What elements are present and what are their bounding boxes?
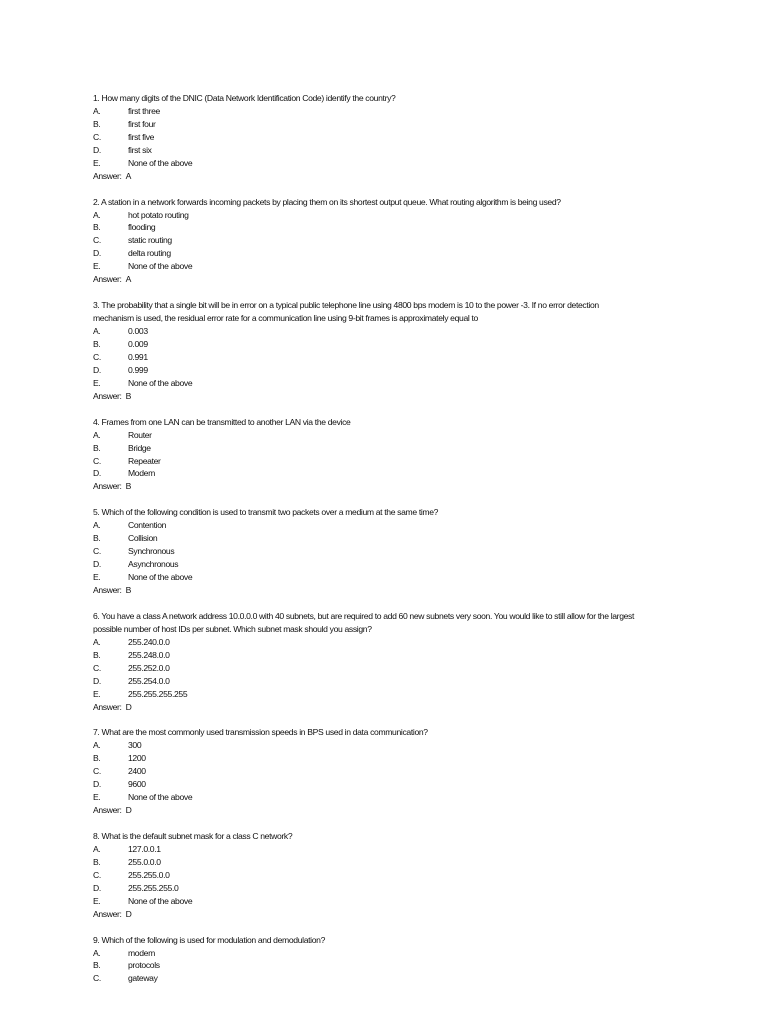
answer-option: [93, 791, 713, 804]
option-text: 255.255.255.0: [128, 882, 179, 893]
answer-value: A: [125, 274, 131, 285]
answer-option: [93, 675, 713, 688]
answer-option: [93, 571, 713, 584]
option-text: 2400: [128, 766, 146, 777]
answer-option: [93, 532, 713, 545]
answer-option: [93, 843, 713, 856]
answer-option: [93, 869, 713, 882]
answer-label: Answer:: [93, 170, 122, 181]
answer-option: [93, 856, 713, 869]
answer-value: D: [125, 908, 132, 919]
option-letter: A.: [93, 636, 101, 647]
answer-option: [93, 519, 713, 532]
question-text: 7. What are the most commonly used transmission speeds in BPS used in data communication?: [93, 727, 428, 738]
question-text: mechanism is used, the residual error rate for a communication line using 9-bit frames is approximately equal to: [93, 313, 478, 324]
answer-option: [93, 131, 713, 144]
option-letter: C.: [93, 351, 101, 362]
option-text: hot potato routing: [128, 209, 189, 220]
option-letter: D.: [93, 364, 101, 375]
option-letter: B.: [93, 649, 101, 660]
answer-line: [93, 908, 713, 921]
answer-option: [93, 636, 713, 649]
option-letter: C.: [93, 131, 101, 142]
option-text: 255.240.0.0: [128, 636, 170, 647]
answer-option: [93, 455, 713, 468]
answer-option: [93, 558, 713, 571]
answer-label: Answer:: [93, 908, 122, 919]
option-letter: E.: [93, 261, 101, 272]
option-text: 127.0.0.1: [128, 843, 161, 854]
answer-label: Answer:: [93, 701, 122, 712]
answer-option: [93, 364, 713, 377]
option-text: flooding: [128, 222, 156, 233]
answer-line: [93, 390, 713, 403]
question-block-8: [93, 830, 713, 921]
question-block-3: [93, 299, 713, 403]
answer-line: [93, 273, 713, 286]
answer-option: [93, 338, 713, 351]
option-text: first six: [128, 144, 152, 155]
question-text: 6. You have a class A network address 10.0.0.0 with 40 subnets, but are required to add 60 new subnets very soon. You would like to still allow for the largest: [93, 610, 635, 621]
answer-line: [93, 701, 713, 714]
option-text: None of the above: [128, 895, 193, 906]
answer-option: [93, 209, 713, 222]
option-text: Synchronous: [128, 546, 175, 557]
answer-option: [93, 467, 713, 480]
option-letter: D.: [93, 248, 101, 259]
answer-line: [93, 480, 713, 493]
option-letter: A.: [93, 429, 101, 440]
option-text: Collision: [128, 533, 158, 544]
option-letter: D.: [93, 144, 101, 155]
option-text: 255.0.0.0: [128, 856, 161, 867]
option-text: Modem: [128, 468, 155, 479]
option-letter: C.: [93, 455, 101, 466]
option-letter: B.: [93, 533, 101, 544]
option-letter: E.: [93, 792, 101, 803]
answer-label: Answer:: [93, 481, 122, 492]
option-text: None of the above: [128, 261, 193, 272]
option-text: 9600: [128, 779, 146, 790]
option-letter: B.: [93, 856, 101, 867]
option-text: protocols: [128, 960, 160, 971]
option-letter: A.: [93, 740, 101, 751]
answer-option: [93, 649, 713, 662]
question-block-5: [93, 506, 713, 597]
option-text: first five: [128, 131, 155, 142]
answer-label: Answer:: [93, 274, 122, 285]
answer-option: [93, 144, 713, 157]
option-letter: C.: [93, 766, 101, 777]
option-text: 0.991: [128, 351, 148, 362]
option-letter: D.: [93, 675, 101, 686]
option-text: None of the above: [128, 792, 193, 803]
answer-option: [93, 377, 713, 390]
option-text: 0.003: [128, 326, 148, 337]
question-text: possible number of host IDs per subnet. Which subnet mask should you assign?: [93, 623, 372, 634]
question-block-2: [93, 196, 713, 287]
option-letter: B.: [93, 960, 101, 971]
option-text: 0.999: [128, 364, 148, 375]
option-letter: A.: [93, 105, 101, 116]
answer-option: [93, 545, 713, 558]
answer-value: A: [125, 170, 131, 181]
option-letter: B.: [93, 222, 101, 233]
option-text: modem: [128, 947, 155, 958]
option-text: static routing: [128, 235, 172, 246]
option-text: Asynchronous: [128, 559, 179, 570]
option-text: 0.009: [128, 339, 148, 349]
option-letter: D.: [93, 468, 101, 479]
option-letter: A.: [93, 843, 101, 854]
question-block-1: [93, 92, 713, 183]
option-text: None of the above: [128, 157, 193, 168]
question-text: 9. Which of the following is used for modulation and demodulation?: [93, 934, 326, 945]
answer-option: [93, 429, 713, 442]
option-letter: E.: [93, 895, 101, 906]
option-letter: B.: [93, 339, 101, 349]
option-text: first four: [128, 118, 156, 129]
option-text: 255.252.0.0: [128, 662, 170, 673]
option-text: 255.248.0.0: [128, 649, 170, 660]
answer-option: [93, 105, 713, 118]
answer-option: [93, 260, 713, 273]
answer-value: B: [125, 390, 131, 401]
option-letter: D.: [93, 779, 101, 790]
option-letter: B.: [93, 118, 101, 129]
answer-option: [93, 234, 713, 247]
option-text: 1200: [128, 753, 146, 764]
option-text: Router: [128, 429, 152, 440]
answer-line: [93, 804, 713, 817]
option-letter: B.: [93, 753, 101, 764]
question-block-9: [93, 934, 713, 986]
option-letter: C.: [93, 869, 101, 880]
answer-option: [93, 247, 713, 260]
option-text: Contention: [128, 520, 167, 531]
answer-option: [93, 765, 713, 778]
option-text: None of the above: [128, 572, 193, 583]
answer-option: [93, 947, 713, 960]
question-block-7: [93, 726, 713, 817]
answer-option: [93, 351, 713, 364]
answer-option: [93, 895, 713, 908]
option-letter: A.: [93, 520, 101, 531]
option-text: 255.255.255.255: [128, 688, 188, 699]
option-letter: C.: [93, 235, 101, 246]
answer-value: B: [125, 481, 131, 492]
option-text: gateway: [128, 973, 158, 984]
answer-option: [93, 752, 713, 765]
answer-option: [93, 221, 713, 234]
option-text: None of the above: [128, 377, 193, 388]
answer-option: [93, 739, 713, 752]
document-page: [93, 92, 713, 998]
answer-line: [93, 584, 713, 597]
answer-label: Answer:: [93, 584, 122, 595]
answer-option: [93, 118, 713, 131]
answer-value: D: [125, 805, 132, 816]
option-text: Bridge: [128, 442, 151, 453]
option-letter: D.: [93, 559, 101, 570]
answer-option: [93, 778, 713, 791]
option-letter: E.: [93, 157, 101, 168]
question-text: 8. What is the default subnet mask for a class C network?: [93, 831, 293, 842]
question-text: 4. Frames from one LAN can be transmitted to another LAN via the device: [93, 416, 351, 427]
option-text: 255.255.0.0: [128, 869, 170, 880]
option-letter: A.: [93, 209, 101, 220]
answer-option: [93, 688, 713, 701]
answer-option: [93, 972, 713, 985]
option-text: 300: [128, 740, 142, 751]
answer-option: [93, 157, 713, 170]
answer-label: Answer:: [93, 805, 122, 816]
option-letter: C.: [93, 662, 101, 673]
answer-value: D: [125, 701, 132, 712]
question-text: 2. A station in a network forwards incoming packets by placing them on its shortest output queue. What routing algorithm is being used?: [93, 196, 561, 207]
option-letter: C.: [93, 546, 101, 557]
option-letter: E.: [93, 377, 101, 388]
option-letter: B.: [93, 442, 101, 453]
option-letter: A.: [93, 326, 101, 337]
option-text: Repeater: [128, 455, 161, 466]
option-text: 255.254.0.0: [128, 675, 170, 686]
question-text: 3. The probability that a single bit will be in error on a typical public telephone line using 4800 bps modem is 10 to the power -3. If no error detection: [93, 300, 599, 311]
question-text: 5. Which of the following condition is used to transmit two packets over a medium at the same time?: [93, 507, 439, 518]
answer-option: [93, 325, 713, 338]
option-letter: E.: [93, 688, 101, 699]
option-letter: C.: [93, 973, 101, 984]
option-letter: A.: [93, 947, 101, 958]
question-block-6: [93, 610, 713, 714]
answer-value: B: [125, 584, 131, 595]
option-letter: D.: [93, 882, 101, 893]
option-text: first three: [128, 105, 160, 116]
option-letter: E.: [93, 572, 101, 583]
answer-option: [93, 442, 713, 455]
question-text: 1. How many digits of the DNIC (Data Network Identification Code) identify the country?: [93, 93, 396, 103]
answer-option: [93, 959, 713, 972]
question-block-4: [93, 416, 713, 494]
option-text: delta routing: [128, 248, 171, 259]
answer-line: [93, 170, 713, 183]
answer-label: Answer:: [93, 390, 122, 401]
answer-option: [93, 882, 713, 895]
answer-option: [93, 662, 713, 675]
